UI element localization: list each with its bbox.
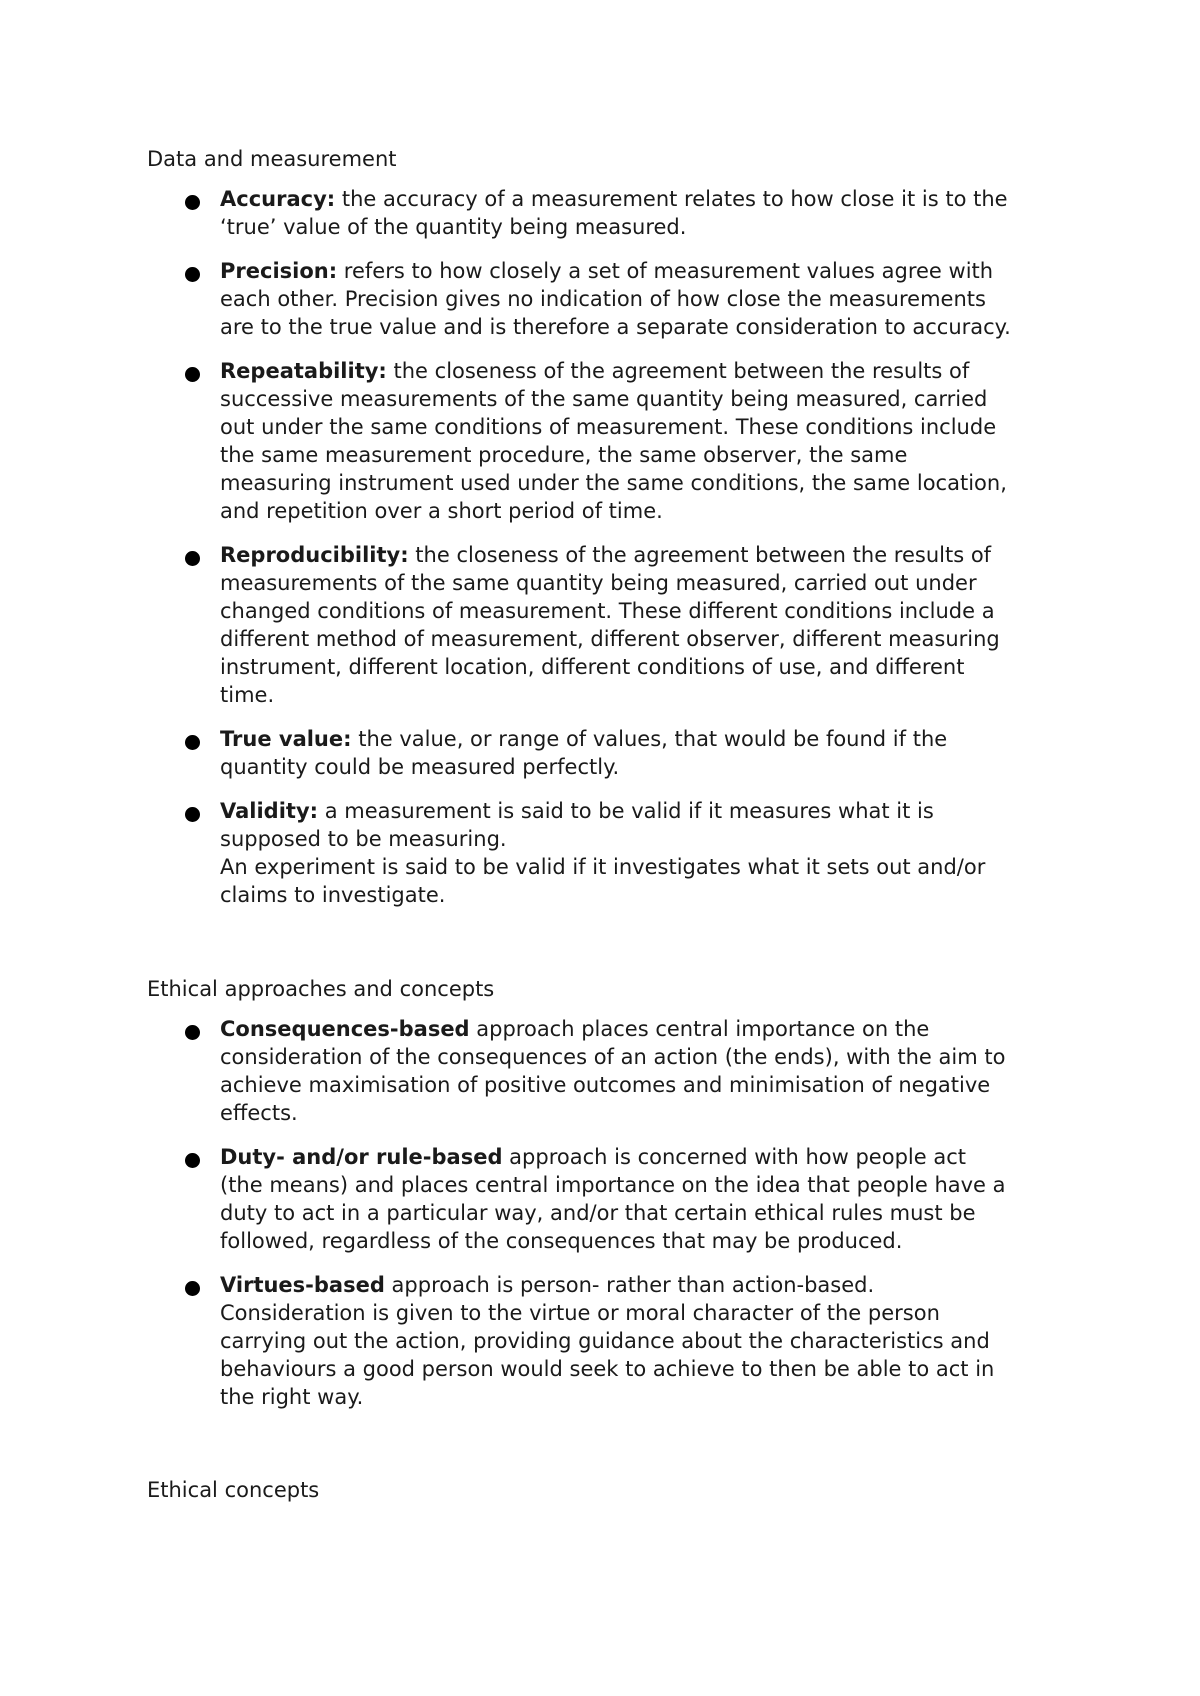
bullet-icon bbox=[185, 1025, 200, 1040]
definition-text: consideration of the consequences of an action (the ends), with the aim to bbox=[220, 1045, 1006, 1069]
definition-text: the closeness of the agreement between the results of bbox=[408, 543, 992, 567]
definition-text: ‘true’ value of the quantity being measured. bbox=[220, 215, 687, 239]
definition-text: measuring instrument used under the same conditions, the same location, bbox=[220, 471, 1007, 495]
bullet-icon bbox=[185, 1281, 200, 1296]
definition-text: a measurement is said to be valid if it measures what it is bbox=[318, 799, 934, 823]
term-label: Reproducibility: bbox=[220, 543, 409, 567]
bullet-icon bbox=[185, 267, 200, 282]
definition-text: instrument, different location, different conditions of use, and different bbox=[220, 655, 965, 679]
section-heading: Data and measurement bbox=[147, 147, 397, 171]
definition-text: achieve maximisation of positive outcomes and minimisation of negative bbox=[220, 1073, 991, 1097]
definition-text: refers to how closely a set of measurement values agree with bbox=[337, 259, 994, 283]
definition-text: behaviours a good person would seek to achieve to then be able to act in bbox=[220, 1357, 995, 1381]
definition-text: (the means) and places central importance on the idea that people have a bbox=[220, 1173, 1006, 1197]
section-heading: Ethical concepts bbox=[147, 1478, 320, 1502]
section-heading: Ethical approaches and concepts bbox=[147, 977, 495, 1001]
definition-text: and repetition over a short period of time. bbox=[220, 499, 663, 523]
list-item-validity bbox=[147, 797, 1077, 909]
definition-text: carrying out the action, providing guidance about the characteristics and bbox=[220, 1329, 990, 1353]
definition-text: supposed to be measuring. bbox=[220, 827, 507, 851]
term-label: Consequences-based bbox=[220, 1017, 470, 1041]
section-ethical-approaches bbox=[147, 975, 1077, 1427]
definition-text: are to the true value and is therefore a separate consideration to accuracy. bbox=[220, 315, 1011, 339]
definition-text: the right way. bbox=[220, 1385, 364, 1409]
definition-text: different method of measurement, different observer, different measuring bbox=[220, 627, 1000, 651]
definition-text: time. bbox=[220, 683, 275, 707]
definition-text: duty to act in a particular way, and/or that certain ethical rules must be bbox=[220, 1201, 976, 1225]
term-label: Accuracy: bbox=[220, 187, 336, 211]
definition-text: out under the same conditions of measurement. These conditions include bbox=[220, 415, 997, 439]
term-label: Virtues-based bbox=[220, 1273, 385, 1297]
definition-text: An experiment is said to be valid if it investigates what it sets out and/or bbox=[220, 855, 986, 879]
list-item-virtues-based bbox=[147, 1271, 1077, 1411]
definition-text: quantity could be measured perfectly. bbox=[220, 755, 620, 779]
term-label: True value: bbox=[220, 727, 352, 751]
term-label: Duty- and/or rule-based bbox=[220, 1145, 503, 1169]
definition-text: effects. bbox=[220, 1101, 298, 1125]
definition-text: the accuracy of a measurement relates to how close it is to the bbox=[335, 187, 1008, 211]
definition-text: the value, or range of values, that would be found if the bbox=[351, 727, 948, 751]
list-item-true-value bbox=[147, 725, 1077, 781]
definition-text: the same measurement procedure, the same observer, the same bbox=[220, 443, 908, 467]
definition-text: Consideration is given to the virtue or moral character of the person bbox=[220, 1301, 940, 1325]
definition-text: successive measurements of the same quantity being measured, carried bbox=[220, 387, 988, 411]
bullet-icon bbox=[185, 735, 200, 750]
definition-text: changed conditions of measurement. These different conditions include a bbox=[220, 599, 995, 623]
list-item-reproducibility bbox=[147, 541, 1077, 709]
bullet-icon bbox=[185, 195, 200, 210]
definition-text: measurements of the same quantity being measured, carried out under bbox=[220, 571, 977, 595]
definition-text: the closeness of the agreement between the results of bbox=[386, 359, 970, 383]
bullet-icon bbox=[185, 1153, 200, 1168]
term-label: Precision: bbox=[220, 259, 338, 283]
section-ethical-concepts bbox=[147, 1476, 1077, 1516]
bullet-list bbox=[147, 185, 1077, 909]
bullet-list bbox=[147, 1015, 1077, 1411]
definition-text: approach places central importance on the bbox=[469, 1017, 930, 1041]
bullet-icon bbox=[185, 807, 200, 822]
definition-text: approach is concerned with how people act bbox=[502, 1145, 966, 1169]
definition-text: followed, regardless of the consequences that may be produced. bbox=[220, 1229, 903, 1253]
definition-text: approach is person- rather than action-based. bbox=[384, 1273, 875, 1297]
list-item-duty-rule-based bbox=[147, 1143, 1077, 1255]
list-item-consequences-based bbox=[147, 1015, 1077, 1127]
definition-text: claims to investigate. bbox=[220, 883, 446, 907]
bullet-icon bbox=[185, 551, 200, 566]
list-item-accuracy bbox=[147, 185, 1077, 241]
bullet-icon bbox=[185, 367, 200, 382]
list-item-precision bbox=[147, 257, 1077, 341]
section-data-and-measurement bbox=[147, 145, 1077, 925]
term-label: Repeatability: bbox=[220, 359, 387, 383]
list-item-repeatability bbox=[147, 357, 1077, 525]
term-label: Validity: bbox=[220, 799, 319, 823]
definition-text: each other. Precision gives no indication of how close the measurements bbox=[220, 287, 986, 311]
